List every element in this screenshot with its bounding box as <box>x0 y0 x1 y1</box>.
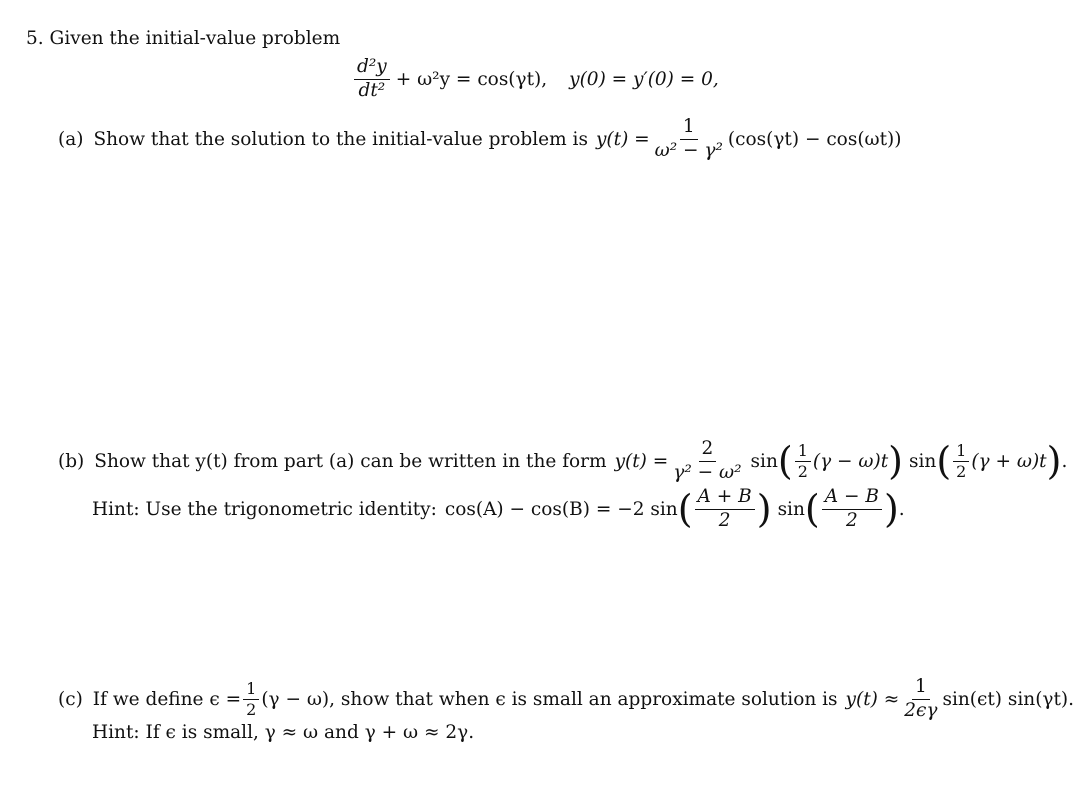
part-b-denominator: γ² − ω² <box>673 461 742 483</box>
part-a-denominator: ω² − γ² <box>654 139 723 161</box>
derivative-denominator: dt² <box>358 79 386 101</box>
initial-conditions: y(0) = y′(0) = 0, <box>569 68 719 90</box>
part-a-lhs: y(t) = <box>595 128 650 150</box>
problem-header <box>26 28 340 49</box>
a-minus-b-fraction <box>822 488 882 530</box>
hint-end: . <box>898 498 905 520</box>
part-c-lhs: y(t) ≈ <box>845 688 900 710</box>
half-num: 1 <box>953 443 969 462</box>
paren-open: ( <box>677 487 693 531</box>
part-c-rest: sin(ϵt) sin(γt). <box>942 688 1074 710</box>
part-b-hint <box>92 488 905 530</box>
part-a-text: Show that the solution to the initial-value problem is <box>93 128 588 150</box>
part-a-rest: (cos(γt) − cos(ωt)) <box>727 128 902 150</box>
identity-lhs: cos(A) − cos(B) = −2 sin <box>444 498 678 520</box>
half-num: 1 <box>795 443 811 462</box>
problem-number: 5. <box>26 28 44 49</box>
half-fraction <box>795 440 811 481</box>
problem-intro: Given the initial-value problem <box>49 28 341 49</box>
paren-close: ) <box>756 487 772 531</box>
a-minus-b-den: 2 <box>845 509 858 531</box>
half-den: 2 <box>797 461 808 481</box>
part-b-numerator: 2 <box>699 440 717 462</box>
part-b-label: (b) <box>58 450 85 472</box>
part-c-text1: If we define ϵ = <box>92 688 242 710</box>
part-b-end: . <box>1061 450 1068 472</box>
part-c-numerator: 1 <box>912 678 930 700</box>
part-b <box>58 440 1067 482</box>
part-b-arg2: (γ + ω)t <box>971 450 1047 472</box>
part-a-numerator: 1 <box>680 118 698 140</box>
part-c-text2: (γ − ω), show that when ϵ is small an approximate solution is <box>261 688 838 710</box>
part-a-label: (a) <box>58 128 84 150</box>
paren-close: ) <box>888 439 903 483</box>
main-equation <box>352 58 719 100</box>
part-b-hint-text: Hint: Use the trigonometric identity: <box>92 498 437 520</box>
part-b-sin1: sin <box>750 450 778 472</box>
part-b-text: Show that y(t) from part (a) can be written in the form <box>94 450 607 472</box>
paren-open: ( <box>936 439 952 483</box>
part-c-denominator: 2ϵγ <box>904 699 938 721</box>
a-plus-b-num: A + B <box>695 488 755 510</box>
part-a <box>58 118 902 160</box>
part-c-half-den: 2 <box>246 699 257 719</box>
paren-close: ) <box>883 487 899 531</box>
part-b-arg1: (γ − ω)t <box>812 450 889 472</box>
derivative-fraction <box>354 58 390 100</box>
part-c-fraction <box>901 678 940 720</box>
a-minus-b-num: A − B <box>822 488 882 510</box>
part-a-fraction <box>652 118 726 160</box>
half-fraction <box>953 440 969 481</box>
part-b-fraction <box>670 440 744 482</box>
a-plus-b-den: 2 <box>718 509 731 531</box>
half-den: 2 <box>956 461 967 481</box>
part-c-label: (c) <box>58 688 83 710</box>
part-c-half <box>243 678 259 719</box>
equation-lhs: + ω²y = cos(γt), <box>395 68 548 90</box>
derivative-numerator: d²y <box>354 58 390 80</box>
paren-open: ( <box>804 487 820 531</box>
part-c <box>58 678 1074 720</box>
part-c-hint: Hint: If ϵ is small, γ ≈ ω and γ + ω ≈ 2γ. <box>92 722 475 743</box>
part-b-sin2: sin <box>908 450 937 472</box>
a-plus-b-fraction <box>695 488 755 530</box>
paren-close: ) <box>1046 439 1062 483</box>
identity-sin: sin <box>777 498 805 520</box>
part-b-lhs: y(t) = <box>614 450 669 472</box>
part-c-half-num: 1 <box>243 681 259 700</box>
paren-open: ( <box>777 439 793 483</box>
